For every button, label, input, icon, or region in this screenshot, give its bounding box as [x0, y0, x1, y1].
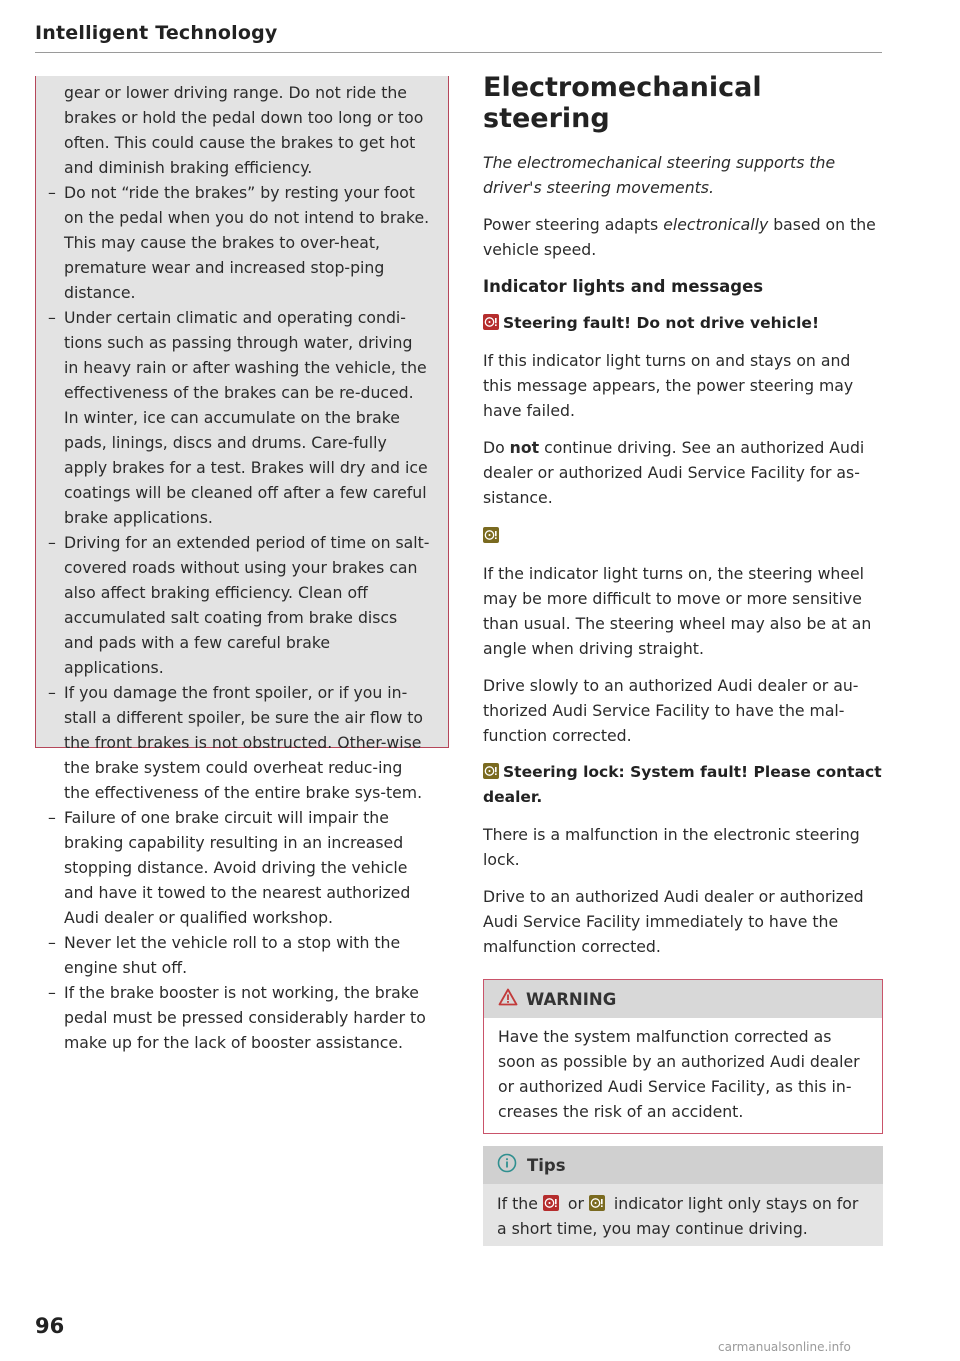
steering-wheel-warning-icon [483, 527, 499, 543]
list-item-text: Driving for an extended period of time on salt-covered roads without using your brakes can also affect braking efficiency. Clean off accumulated salt coating from brake discs and pads with a few careful brake applications. [64, 533, 430, 677]
list-item: – If the brake booster is not working, the brake pedal must be pressed considerably harder to make up for the lack of booster assistance. [48, 983, 426, 1052]
tips-box [483, 1146, 883, 1246]
steering-wheel-warning-icon [483, 763, 499, 779]
steering-wheel-warning-icon [543, 1195, 559, 1211]
list-item-text: Never let the vehicle roll to a stop with the engine shut off. [64, 933, 401, 977]
list-item-text: If you damage the front spoiler, or if you in-stall a different spoiler, be sure the air flow to the front brakes is not obstructed. Other-wise the brake system could overheat reduc-ing the effectiveness of the entire brake sys-tem. [64, 683, 424, 802]
brake-warning-continuation-box [35, 76, 449, 1052]
message-text: Steering lock: System fault! Please contact dealer. [483, 763, 882, 806]
list-item-text: Under certain climatic and operating condi-tions such as passing through water, driving in heavy rain or after washing the vehicle, the effectiveness of the brakes can be re-duced. In winter, ice can accumulate on the brake pads, linings, discs and drums. Care-fully apply brakes for a test. Brakes will dry and ice coatings will be cleaned off after a few careful brake applications. [64, 308, 428, 527]
warning-body: Have the system malfunction corrected as soon as possible by an authorized Audi dealer or authorized Audi Service Facility, as this in-creases the risk of an accident. [498, 1027, 860, 1121]
list-item: – Failure of one brake circuit will impair the braking capability resulting in an increased stopping distance. Avoid driving the vehicle and have it towed to the nearest authorized Audi dealer or qualified workshop. [48, 808, 411, 927]
paragraph: Drive to an authorized Audi dealer or authorized Audi Service Facility immediately to have the malfunction corrected. [483, 887, 864, 956]
warning-header [484, 980, 882, 1018]
header-title: Intelligent Technology [35, 22, 278, 44]
list-item: – Under certain climatic and operating condi-tions such as passing through water, driving in heavy rain or after washing the vehicle, the effectiveness of the brakes can be re-duced. In winter, ice can accumulate on the brake pads, linings, discs and drums. Care-fully apply brakes for a test. Brakes will dry and ice coatings will be cleaned off after a few careful brake applications. [48, 308, 428, 527]
steering-section [483, 72, 883, 1246]
message-steering-fault [483, 311, 883, 336]
list-item: – Driving for an extended period of time on salt-covered roads without using your brakes can also affect braking efficiency. Clean off accumulated salt coating from brake discs and pads with a few careful brake applications. [48, 533, 430, 677]
page-number: 96 [35, 1314, 65, 1338]
section-subtitle: The electromechanical steering supports the driver's steering movements. [483, 153, 836, 197]
info-circle-icon [497, 1153, 517, 1177]
paragraph: Do not continue driving. See an authorized Audi dealer or authorized Audi Service Facility for as-sistance. [483, 438, 865, 507]
message-steering-lock [483, 760, 883, 810]
watermark: carmanualsonline.info [718, 1340, 851, 1354]
warning-title: WARNING [526, 989, 617, 1009]
brake-warning-list [48, 180, 430, 1055]
paragraph: If this indicator light turns on and stays on and this message appears, the power steering may have failed. [483, 351, 854, 420]
indicator-heading: Indicator lights and messages [483, 277, 764, 296]
message-text: Steering fault! Do not drive vehicle! [503, 314, 820, 332]
paragraph: There is a malfunction in the electronic steering lock. [483, 825, 860, 869]
list-item: – If you damage the front spoiler, or if you in-stall a different spoiler, be sure the air flow to the front brakes is not obstructed. Other-wise the brake system could overheat reduc-ing the effectiveness of the entire brake sys-tem. [48, 683, 424, 802]
tips-title: Tips [527, 1155, 566, 1175]
list-item-text: Failure of one brake circuit will impair the braking capability resulting in an increased stopping distance. Avoid driving the vehicle and have it towed to the nearest authorized Audi dealer or qualified workshop. [64, 808, 411, 927]
list-item: – Do not “ride the brakes” by resting your foot on the pedal when you do not intend to brake. This may cause the brakes to over-heat, premature wear and increased stop-ping distance. [48, 183, 430, 302]
steering-wheel-warning-icon [483, 314, 499, 330]
list-item: – Never let the vehicle roll to a stop with the engine shut off. [48, 933, 401, 977]
intro-paragraph: Power steering adapts electronically based on the vehicle speed. [483, 215, 876, 259]
header-rule [35, 52, 882, 53]
continuation-text: gear or lower driving range. Do not ride the brakes or hold the pedal down too long or too often. This could cause the brakes to get hot and diminish braking efficiency. [64, 83, 424, 177]
paragraph: Drive slowly to an authorized Audi dealer or au-thorized Audi Service Facility to have the mal-function corrected. [483, 676, 859, 745]
tips-body: If the or indicator light only stays on for a short time, you may continue driving. [497, 1194, 859, 1238]
section-title: Electromechanical steering [483, 72, 762, 134]
warning-triangle-icon [498, 988, 518, 1010]
yellow-indicator-row [483, 524, 883, 549]
tips-header [483, 1146, 883, 1184]
list-item-text: If the brake booster is not working, the brake pedal must be pressed considerably harder to make up for the lack of booster assistance. [64, 983, 426, 1052]
list-item-text: Do not “ride the brakes” by resting your foot on the pedal when you do not intend to brake. This may cause the brakes to over-heat, premature wear and increased stop-ping distance. [64, 183, 430, 302]
steering-wheel-warning-icon [589, 1195, 605, 1211]
paragraph: If the indicator light turns on, the steering wheel may be more difficult to move or more sensitive than usual. The steering wheel may also be at an angle when driving straight. [483, 564, 872, 658]
warning-box [483, 979, 883, 1134]
